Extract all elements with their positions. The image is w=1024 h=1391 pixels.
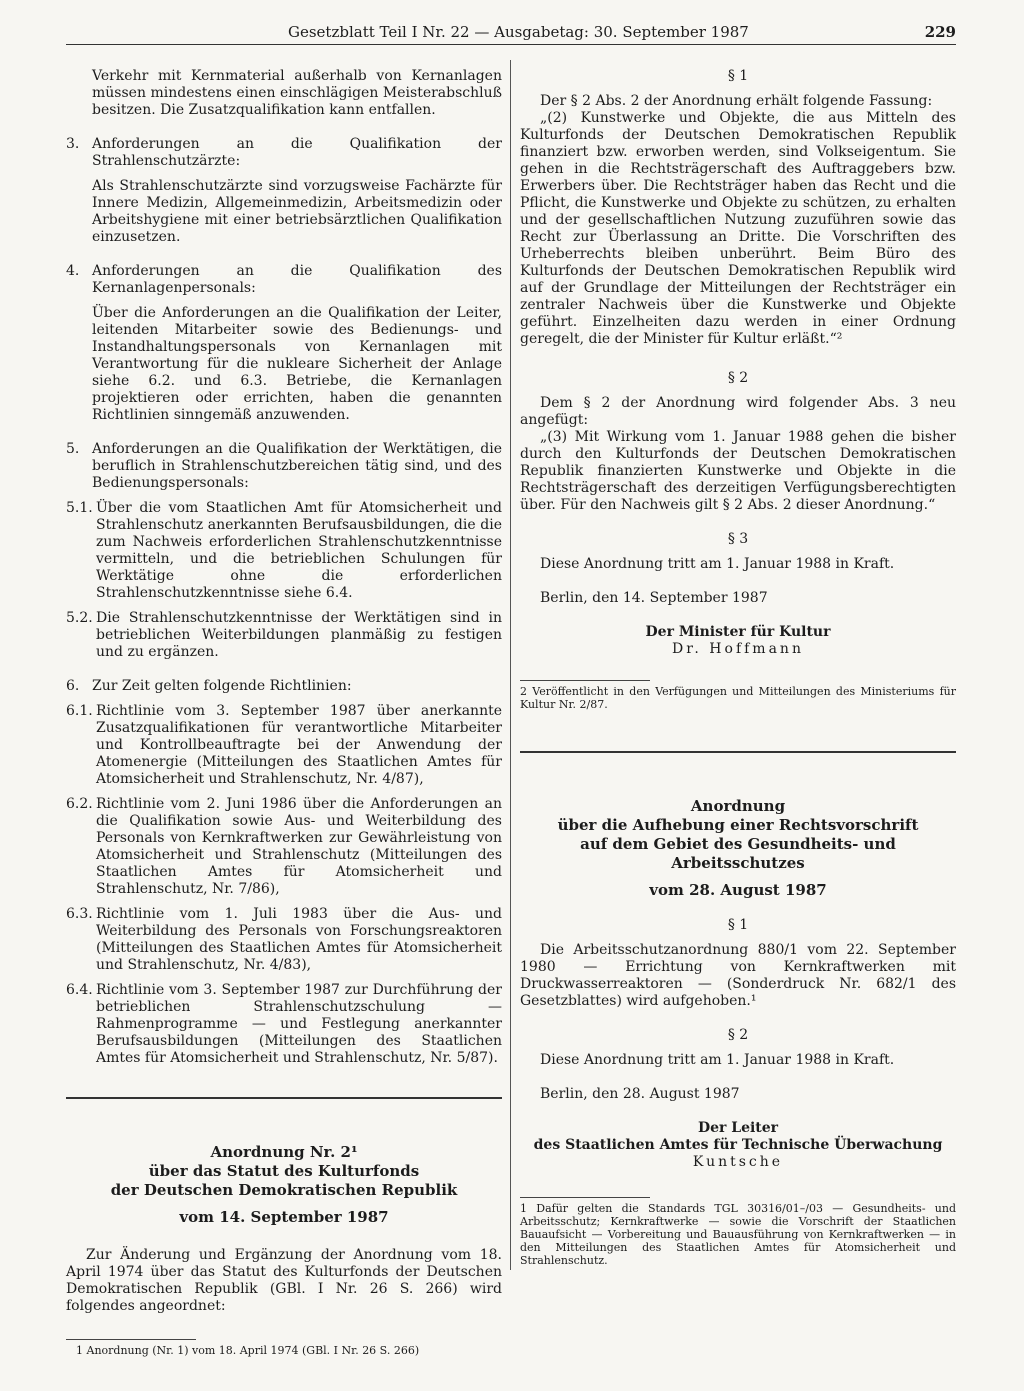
item-5-1 (66, 500, 502, 602)
order-footnote-1: 1 Dafür gelten die Standards TGL 30316/01–/03 — Gesundheits- und Arbeitsschutz; Kernkraftwerke — sowie die Vorschrift der Staatlichen Bauaufsicht — Vorbereitung und Bauausführung von Kernkraftwerken — in den Mitteilungen des Staatlichen Amtes für Atomsicherheit und Strahlenschutz. (520, 1202, 956, 1267)
item-heading: Anforderungen an die Qualifikation der Werktätigen, die beruflich in Strahlenschutzbereichen tätig sind, und des Bedienungspersonals: (92, 441, 502, 491)
order-section-2-heading: § 2 (727, 1027, 749, 1043)
item-number: 6.2. (66, 796, 93, 812)
section-2-heading: § 2 (727, 370, 749, 386)
gazette-title: Gesetzblatt Teil I Nr. 22 — Ausgabetag: 30. September 1987 (288, 23, 749, 41)
item-5 (66, 441, 502, 492)
item-3 (66, 136, 502, 246)
item-body: Richtlinie vom 3. September 1987 über anerkannte Zusatzqualifikationen für verantwortliche Mitarbeiter und Kontrollbeauftragte bei der Anwendung der Atomenergie (Mitteilungen des Staatlichen Amtes für Atomsicherheit und Strahlenschutz, Nr. 4/87), (96, 703, 502, 787)
order-section-1-text: Die Arbeitsschutzanordnung 880/1 vom 22. September 1980 — Errichtung von Kernkraftwerken mit Druckwasserreaktoren — (Sonderdruck Nr. 682/1 des Gesetzblattes) wird aufgehoben.¹ (520, 942, 956, 1009)
order-date: vom 28. August 1987 (649, 881, 827, 899)
section-2-intro: Dem § 2 der Anordnung wird folgender Abs. 3 neu angefügt: (520, 395, 956, 428)
item-number: 5. (66, 441, 80, 457)
order-title-line-2: über die Aufhebung einer Rechtsvorschrift (557, 816, 919, 834)
footnote-rule (520, 680, 650, 681)
footnote-rule (66, 1339, 196, 1340)
section-2-text: „(3) Mit Wirkung vom 1. Januar 1988 gehen die bisher durch den Kulturfonds der Deutschen Demokratischen Republik finanzierten Kunstwerke und Objekte in die Rechtsträgerschaft des derzeitigen Verfügungsberechtigten über. Für den Nachweis gilt § 2 Abs. 2 dieser Anordnung.“ (520, 429, 956, 513)
right-column (520, 68, 956, 1267)
order-2-title-line-1: Anordnung Nr. 2¹ (210, 1143, 358, 1161)
order-2-title-line-2: über das Statut des Kulturfonds (148, 1162, 420, 1180)
item-body: Richtlinie vom 3. September 1987 zur Durchführung der betrieblichen Strahlenschutzschulung — Rahmenprogramme — und Festlegung anerkannter Berufsausbildungen (Mitteilungen des Staatlichen Amtes für Atomsicherheit und Strahlenschutz, Nr. 5/87). (96, 982, 502, 1066)
order-signer-name: Kuntsche (692, 1154, 784, 1170)
order-section-1-heading: § 1 (727, 917, 749, 933)
place-date: Berlin, den 14. September 1987 (540, 590, 768, 606)
signer-name: Dr. Hoffmann (672, 641, 804, 657)
item-4 (66, 263, 502, 424)
item-number: 5.2. (66, 610, 93, 626)
item-body: Die Strahlenschutzkenntnisse der Werktätigen sind in betrieblichen Weiterbildungen planmäßig zu festigen und zu ergänzen. (96, 610, 502, 660)
order-title-line-3: auf dem Gebiet des Gesundheits- und Arbeitsschutzes (580, 835, 896, 872)
item-heading: Anforderungen an die Qualifikation des Kernanlagenpersonals: (92, 263, 502, 296)
item-number: 4. (66, 263, 80, 279)
order-2-intro: Zur Änderung und Ergänzung der Anordnung vom 18. April 1974 über das Statut des Kulturfonds der Deutschen Demokratischen Republik (GBl. I Nr. 26 S. 266) wird folgendes angeordnet: (66, 1247, 502, 1314)
order-signer-title-2: des Staatlichen Amtes für Technische Überwachung (533, 1137, 943, 1153)
item-6-3 (66, 906, 502, 974)
item-6 (66, 678, 502, 695)
item-heading: Zur Zeit gelten folgende Richtlinien: (92, 678, 352, 694)
item-body: Als Strahlenschutzärzte sind vorzugsweise Fachärzte für Innere Medizin, Allgemeinmedizin, Arbeitsmedizin oder Arbeitshygiene mit einer betriebsärztlichen Qualifikation einzusetzen. (92, 178, 502, 245)
order-2-date: vom 14. September 1987 (179, 1208, 389, 1226)
left-column (66, 68, 502, 1357)
item-body: Über die Anforderungen an die Qualifikation der Leiter, leitenden Mitarbeiter sowie des Bedienungs- und Instandhaltungspersonals von Kernanlagen mit Verantwortung für die nukleare Sicherheit der Anlage siehe 6.2. und 6.3. Betriebe, die Kernanlagen projektieren oder errichten, haben die genannten Richtlinien sinngemäß anzuwenden. (92, 305, 502, 423)
footnote-1: 1 Anordnung (Nr. 1) vom 18. April 1974 (GBl. I Nr. 26 S. 266) (76, 1344, 420, 1357)
item-body: Richtlinie vom 1. Juli 1983 über die Aus- und Weiterbildung des Personals von Forschungsreaktoren (Mitteilungen des Staatlichen Amtes für Atomsicherheit und Strahlenschutz, Nr. 4/83), (96, 906, 502, 973)
order-signer-title-1: Der Leiter (697, 1120, 779, 1136)
order-title-line-1: Anordnung (690, 797, 786, 815)
section-1-heading: § 1 (727, 68, 749, 84)
section-1-intro: Der § 2 Abs. 2 der Anordnung erhält folgende Fassung: (540, 93, 933, 109)
footnote-2: 2 Veröffentlicht in den Verfügungen und Mitteilungen des Ministeriums für Kultur Nr. 2/87. (520, 685, 956, 711)
order-section-2-text: Diese Anordnung tritt am 1. Januar 1988 in Kraft. (540, 1052, 895, 1068)
page-number: 229 (924, 23, 956, 41)
item-6-4 (66, 982, 502, 1067)
item-6-2 (66, 796, 502, 898)
item-body: Richtlinie vom 2. Juni 1986 über die Anforderungen an die Qualifikation sowie Aus- und Weiterbildung des Personals von Kernkraftwerken zur Gewährleistung von Atomsicherheit und Strahlenschutz (Mitteilungen des Staatlichen Amtes für Atomsicherheit und Strahlenschutz, Nr. 7/86), (96, 796, 502, 897)
item-number: 6.4. (66, 982, 93, 998)
column-divider (510, 60, 511, 1270)
item-6-1 (66, 703, 502, 788)
section-3-text: Diese Anordnung tritt am 1. Januar 1988 in Kraft. (540, 556, 895, 572)
item-heading: Anforderungen an die Qualifikation der Strahlenschutzärzte: (92, 136, 502, 169)
item-number: 6.3. (66, 906, 93, 922)
order-place-date: Berlin, den 28. August 1987 (540, 1086, 740, 1102)
item-number: 5.1. (66, 500, 93, 516)
item-number: 3. (66, 136, 80, 152)
item-number: 6. (66, 678, 80, 694)
item-number: 6.1. (66, 703, 93, 719)
section-3-heading: § 3 (727, 531, 749, 547)
item-5-2 (66, 610, 502, 661)
order-2-title-line-3: der Deutschen Demokratischen Republik (110, 1181, 458, 1199)
page-header (66, 24, 956, 45)
section-1-text: „(2) Kunstwerke und Objekte, die aus Mitteln des Kulturfonds der Deutschen Demokratischen Republik finanziert bzw. erworben werden, sind Volkseigentum. Sie gehen in die Rechtsträgerschaft des Auftraggebers bzw. Erwerbers über. Die Rechtsträger haben das Recht und die Pflicht, die Kunstwerke und Objekte zu schützen, zu erhalten und der gesellschaftlichen Nutzung zuzuführen sowie das Recht zur Überlassung an Dritte. Die Vorschriften des Urheberrechts bleiben unberührt. Beim Büro des Kulturfonds der Deutschen Demokratischen Republik wird auf der Grundlage der Mitteilungen der Rechtsträger ein zentraler Nachweis über die Kunstwerke und Objekte geführt. Einzelheiten dazu werden in einer Ordnung geregelt, die der Minister für Kultur erläßt.“² (520, 110, 956, 347)
signer-title: Der Minister für Kultur (645, 624, 831, 640)
item-body: Über die vom Staatlichen Amt für Atomsicherheit und Strahlenschutz anerkannten Berufsausbildungen, die die zum Nachweis erforderlichen Strahlenschutzkenntnisse vermitteln, und die betrieblichen Schulungen für Werktätige ohne die erforderlichen Strahlenschutzkenntnisse siehe 6.4. (96, 500, 502, 601)
intro-paragraph: Verkehr mit Kernmaterial außerhalb von Kernanlagen müssen mindestens einen einschlägigen Meisterabschluß besitzen. Die Zusatzqualifikation kann entfallen. (92, 68, 502, 118)
footnote-rule (520, 1197, 650, 1198)
